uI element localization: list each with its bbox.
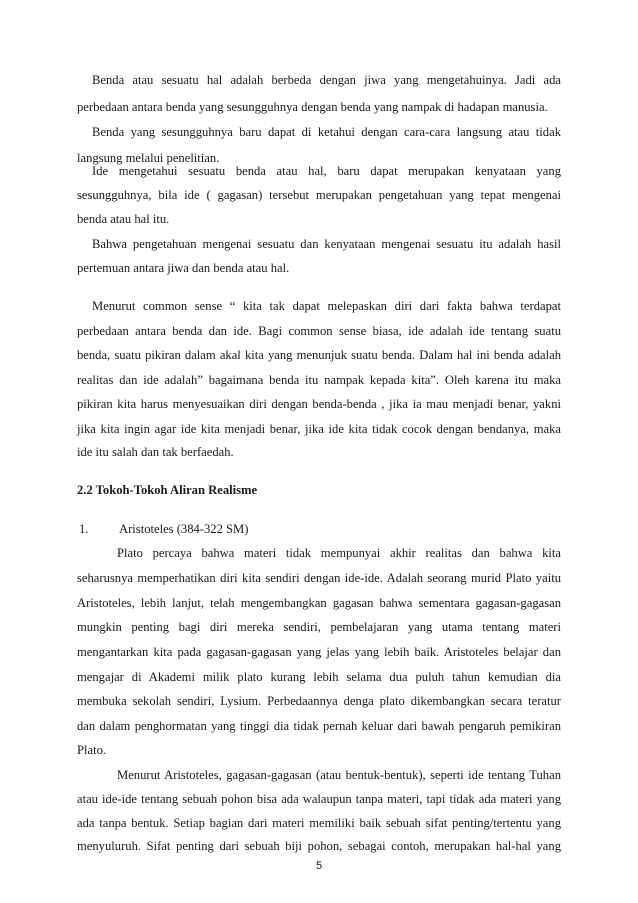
- paragraph-1-line-1: Benda atau sesuatu hal adalah berbeda dengan jiwa yang mengetahuinya. Jadi ada: [92, 73, 561, 87]
- paragraph-5-line-4: realitas dan ide adalah” bagaimana benda itu nampak kepada kita”. Oleh karena itu maka: [77, 373, 561, 387]
- paragraph-6-line-2: seharusnya memperhatikan diri kita sendiri dengan ide-ide. Adalah seorang murid Plato yaitu: [77, 571, 561, 585]
- paragraph-5-line-2: perbedaan antara benda dan ide. Bagi common sense biasa, ide adalah ide tentang suatu: [77, 324, 561, 338]
- list-item-text: Aristoteles (384-322 SM): [119, 522, 249, 536]
- paragraph-6-line-9: Plato.: [77, 743, 107, 757]
- paragraph-7-line-4: menyuluruh. Sifat penting dari sebuah biji pohon, sebagai contoh, merupakan hal-hal yang: [77, 839, 561, 853]
- paragraph-5-line-6: jika kita ingin agar ide kita menjadi benar, jika ide kita tidak cocok dengan bendanya, maka: [77, 422, 561, 436]
- paragraph-3-line-2: sesungguhnya, bila ide ( gagasan) tersebut merupakan pengetahuan yang tepat mengenai: [77, 188, 561, 202]
- paragraph-4-line-1: Bahwa pengetahuan mengenai sesuatu dan kenyataan mengenai sesuatu itu adalah hasil: [92, 237, 561, 251]
- paragraph-5-line-1: Menurut common sense “ kita tak dapat melepaskan diri dari fakta bahwa terdapat: [92, 299, 561, 313]
- paragraph-6-line-5: mengantarkan kita pada gagasan-gagasan yang jelas yang lebih baik. Aristoteles belajar dan: [77, 645, 561, 659]
- paragraph-1-line-2: perbedaan antara benda yang sesungguhnya dengan benda yang nampak di hadapan manusia.: [77, 100, 548, 114]
- paragraph-3-line-1: Ide mengetahui sesuatu benda atau hal, baru dapat merupakan kenyataan yang: [92, 164, 561, 178]
- paragraph-6-line-6: mengajar di Akademi milik plato kurang lebih selama dua puluh tahun kemudian dia: [77, 670, 561, 684]
- page-number: 5: [315, 860, 323, 872]
- paragraph-5-line-5: pikiran kita harus menyesuaikan diri dengan benda-benda , jika ia mau menjadi benar, yakni: [77, 397, 561, 411]
- paragraph-6-line-7: membuka sekolah sendiri, Lysium. Perbedaannya denga plato dikembangkan secara teratur: [77, 694, 561, 708]
- paragraph-6-line-4: mungkin penting bagi diri mereka sendiri, pembelajaran yang utama tentang materi: [77, 620, 561, 634]
- list-item-number: 1.: [79, 522, 89, 536]
- paragraph-2-line-1: Benda yang sesungguhnya baru dapat di ketahui dengan cara-cara langsung atau tidak: [92, 125, 561, 139]
- paragraph-7-line-1: Menurut Aristoteles, gagasan-gagasan (atau bentuk-bentuk), seperti ide tentang Tuhan: [117, 768, 561, 782]
- section-heading: 2.2 Tokoh-Tokoh Aliran Realisme: [77, 483, 258, 497]
- paragraph-7-line-3: ada tanpa bentuk. Setiap bagian dari materi memiliki baik sebuah sifat penting/tertentu yang: [77, 816, 561, 830]
- paragraph-7-line-2: atau ide-ide tentang sebuah pohon bisa ada walaupun tanpa materi, tapi tidak ada materi yang: [77, 792, 561, 806]
- paragraph-5-line-3: benda, suatu pikiran dalam akal kita yang menunjuk suatu benda. Dalam hal ini benda adalah: [77, 348, 561, 362]
- paragraph-5-line-7: ide itu salah dan tak berfaedah.: [77, 445, 234, 459]
- paragraph-6-line-3: Aristoteles, lebih lanjut, telah mengembangkan gagasan bahwa sementara gagasan-gagasan: [77, 596, 561, 610]
- paragraph-6-line-1: Plato percaya bahwa materi tidak mempunyai akhir realitas dan bahwa kita: [117, 546, 561, 560]
- paragraph-6-line-8: dan dalam penghormatan yang tinggi dia tidak pernah keluar dari bawah pengaruh pemikiran: [77, 719, 561, 733]
- paragraph-2-line-2: langsung melalui penelitian.: [77, 151, 220, 165]
- paragraph-4-line-2: pertemuan antara jiwa dan benda atau hal.: [77, 261, 290, 275]
- paragraph-3-line-3: benda atau hal itu.: [77, 212, 170, 226]
